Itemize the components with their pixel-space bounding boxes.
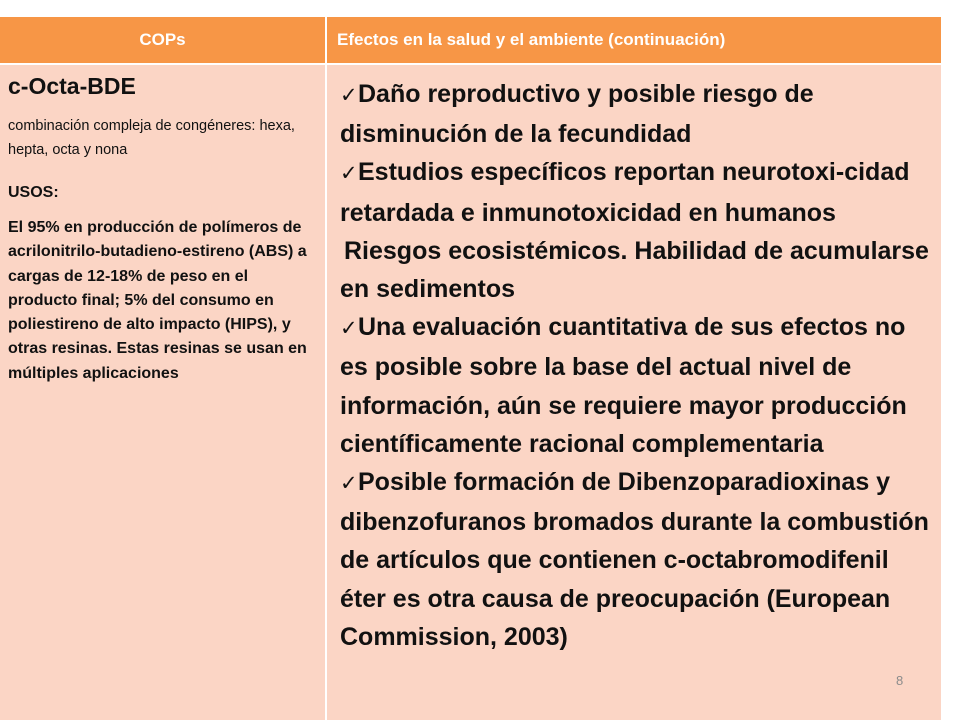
- uses-label: USOS:: [8, 184, 59, 201]
- compound-cell: [8, 73, 320, 386]
- effect-item: [340, 232, 940, 308]
- page-number: 8: [896, 673, 904, 688]
- header-effects: Efectos en la salud y el ambiente (continuación): [337, 30, 726, 49]
- table-body-row: [0, 65, 941, 720]
- effect-item: [340, 153, 940, 231]
- compound-title: c-Octa-BDE: [8, 73, 136, 99]
- effect-item: [340, 463, 940, 656]
- effect-text: Una evaluación cuantitativa de sus efectos no es posible sobre la base del actual nivel de información, aún se requiere mayor producción científicamente racional complementaria: [340, 313, 907, 458]
- checkmark-icon: ✓: [340, 317, 358, 341]
- effect-text: Posible formación de Dibenzoparadioxinas y dibenzofuranos bromados durante la combustión de artículos que contienen c-octabromodifenil éter es otra causa de preocupación (European Commission, 2003): [340, 468, 929, 651]
- effects-cell: [340, 75, 940, 656]
- content-table: [0, 17, 941, 720]
- effects-list: [340, 75, 940, 656]
- table-header-row: [0, 17, 941, 65]
- effect-text: Daño reproductivo y posible riesgo de disminución de la fecundidad: [340, 80, 814, 149]
- header-cops: COPs: [139, 30, 186, 49]
- column-divider: [325, 17, 327, 63]
- checkmark-icon: ✓: [340, 162, 358, 186]
- effect-text: Riesgos ecosistémicos. Habilidad de acumularse en sedimentos: [340, 236, 929, 304]
- uses-text: El 95% en producción de polímeros de acrilonitrilo-butadieno-estireno (ABS) a cargas de 12-18% de peso en el producto final; 5% del consumo en poliestireno de alto impacto (HIPS), y otras resinas. Estas resinas se usan en múltiples aplicaciones: [8, 219, 307, 382]
- effect-text: Estudios específicos reportan neurotoxi-cidad retardada e inmunotoxicidad en humanos: [340, 158, 910, 227]
- checkmark-icon: ✓: [340, 84, 358, 107]
- effect-item: [340, 75, 940, 153]
- effect-item: [340, 308, 940, 463]
- compound-description: combinación compleja de congéneres: hexa, hepta, octa y nona: [8, 118, 295, 158]
- checkmark-icon: ✓: [340, 472, 358, 496]
- column-divider: [325, 65, 327, 720]
